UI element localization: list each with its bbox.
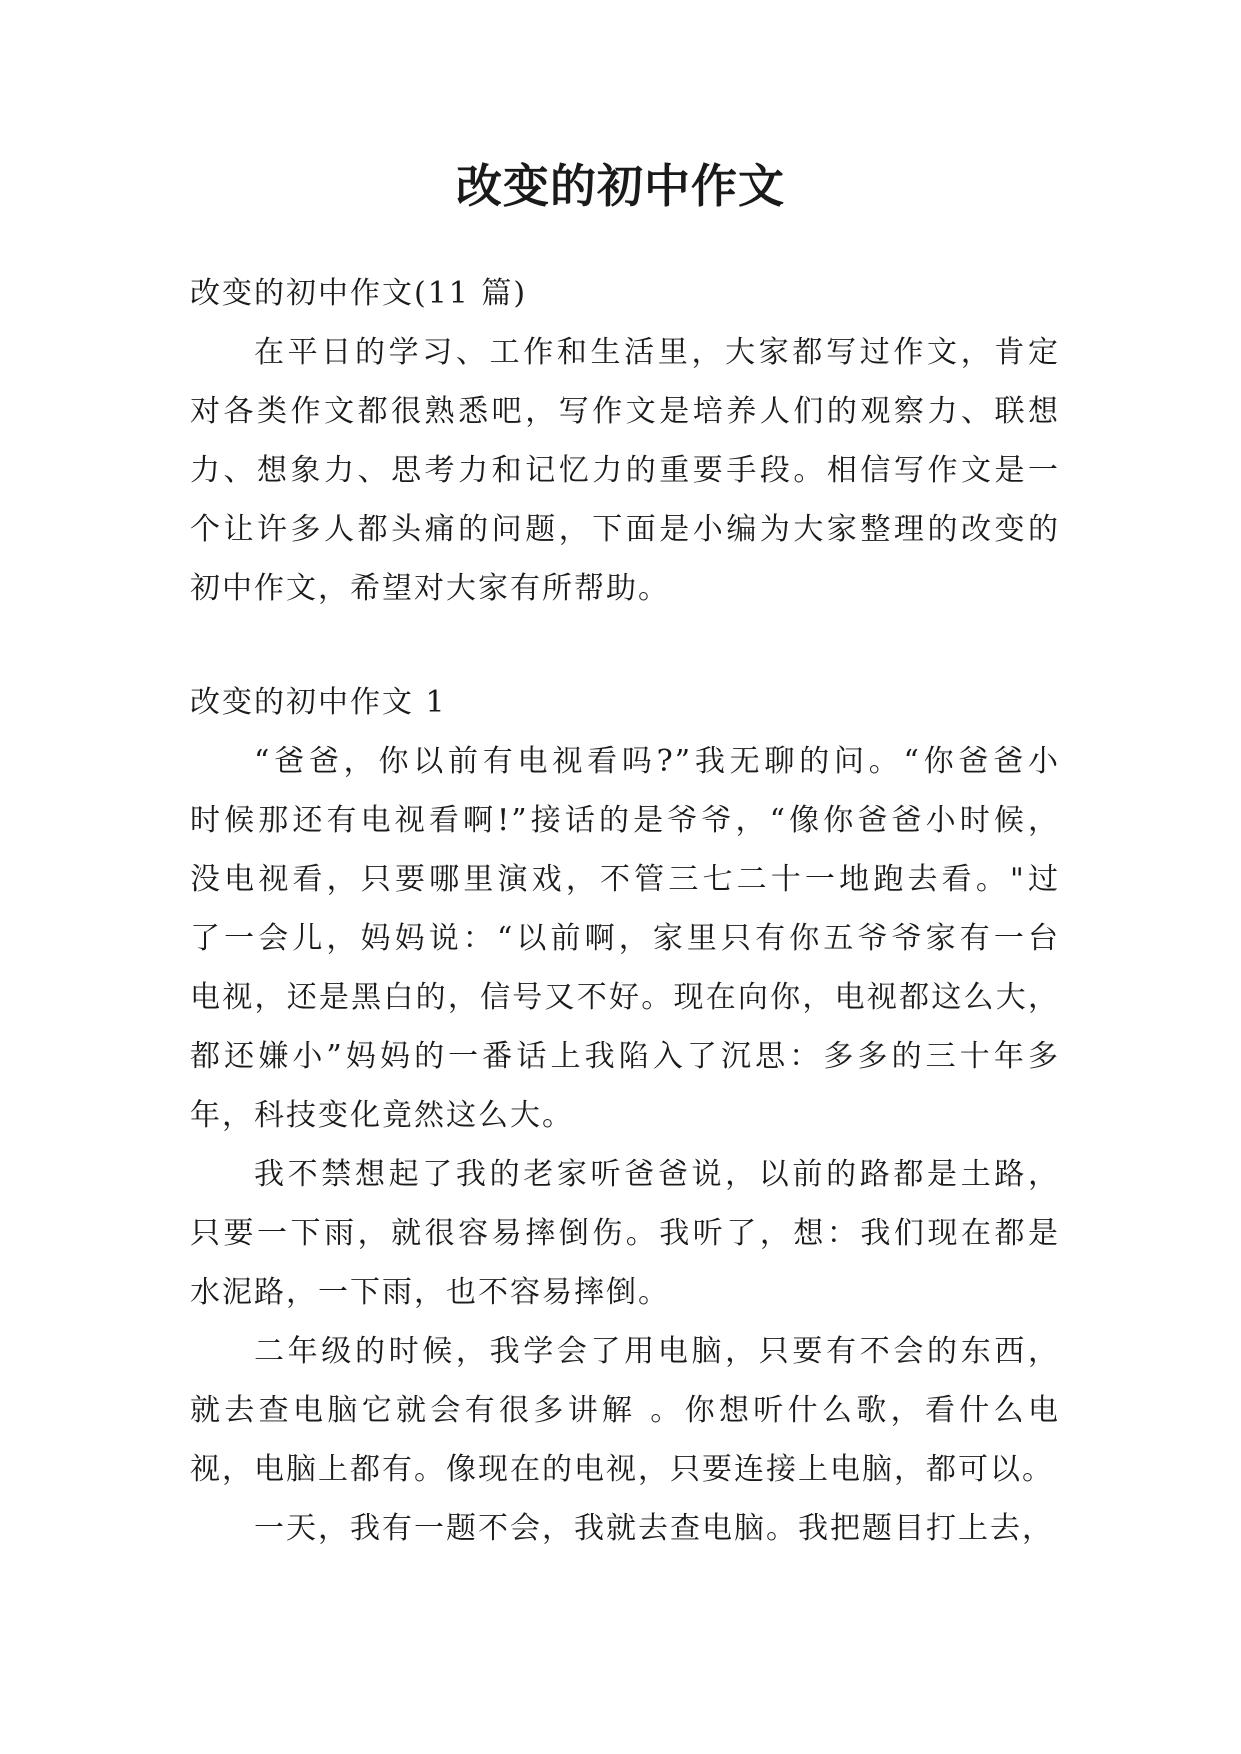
paragraph-3 — [190, 1322, 1060, 1499]
text-line: 只要一下雨，就很容易摔倒伤。我听了，想：我们现在都是 — [190, 1216, 1060, 1251]
document-title: 改变的初中作文 — [456, 159, 785, 213]
paragraph-1 — [190, 732, 1060, 1145]
text-line: 个让许多人都头痛的问题，下面是小编为大家整理的改变的 — [190, 512, 1060, 547]
document-subtitle: 改变的初中作文(11 篇) — [190, 276, 528, 311]
text-line: 我不禁想起了我的老家听爸爸说，以前的路都是土路， — [254, 1157, 1060, 1192]
paragraph-gap — [190, 618, 1060, 673]
text-line: 对各类作文都很熟悉吧，写作文是培养人们的观察力、联想 — [190, 394, 1060, 429]
text-line: 年，科技变化竟然这么大。 — [190, 1098, 574, 1133]
text-line: 就去查电脑它就会有很多讲解 。你想听什么歌，看什么电 — [190, 1393, 1060, 1428]
section-heading: 改变的初中作文 1 — [190, 685, 447, 720]
text-line: 没电视看，只要哪里演戏，不管三七二十一地跑去看。"过 — [190, 862, 1060, 897]
text-line: 了一会儿，妈妈说：“以前啊，家里只有你五爷爷家有一台 — [190, 921, 1060, 956]
paragraph-4 — [190, 1499, 1060, 1558]
text-line: 电视，还是黑白的，信号又不好。现在向你，电视都这么大， — [190, 980, 1060, 1015]
text-line: “爸爸，你以前有电视看吗?”我无聊的问。“你爸爸小 — [254, 744, 1060, 779]
text-line: 初中作文，希望对大家有所帮助。 — [190, 571, 670, 606]
text-line: 在平日的学习、工作和生活里，大家都写过作文，肯定 — [254, 335, 1060, 370]
text-line: 力、想象力、思考力和记忆力的重要手段。相信写作文是一 — [190, 453, 1060, 488]
text-line: 都还嫌小”妈妈的一番话上我陷入了沉思：多多的三十年多 — [190, 1039, 1060, 1074]
text-line: 视，电脑上都有。像现在的电视，只要连接上电脑，都可以。 — [190, 1452, 1054, 1487]
paragraph-2 — [190, 1145, 1060, 1322]
text-line: 水泥路，一下雨，也不容易摔倒。 — [190, 1275, 670, 1310]
document-body — [190, 264, 1060, 1558]
intro-paragraph — [190, 323, 1060, 618]
text-line: 时候那还有电视看啊!”接话的是爷爷，“像你爸爸小时候， — [190, 803, 1060, 838]
text-line: 一天，我有一题不会，我就去查电脑。我把题目打上去， — [254, 1511, 1054, 1546]
text-line: 二年级的时候，我学会了用电脑，只要有不会的东西， — [254, 1334, 1060, 1369]
